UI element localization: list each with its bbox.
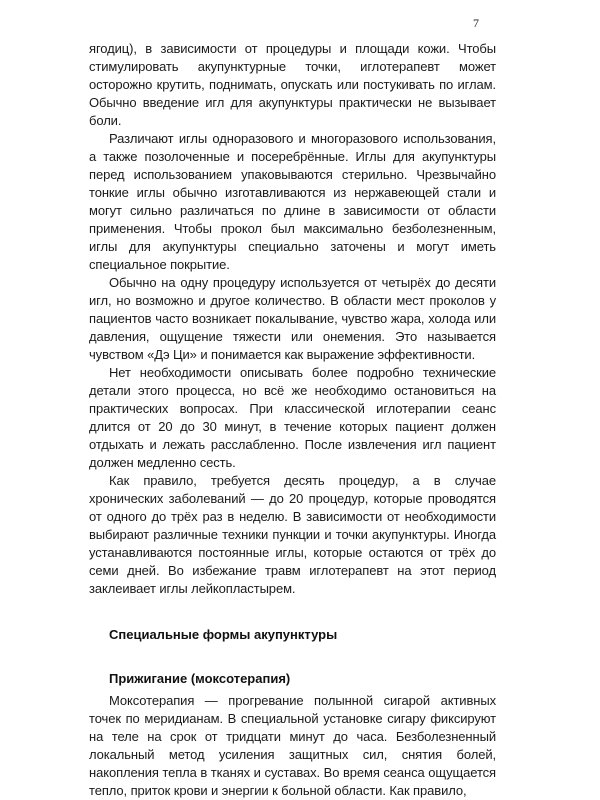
page-number: 7: [473, 16, 479, 30]
paragraph-procedure-count: Как правило, требуется десять процедур, а в случае хронических заболеваний — до 20 процедур, которые проводятся от одного до трёх раз в неделю. В зависимости от необходимости выбирают различные техники пункции и точки акупунктуры. Иногда устанавливаются постоянные иглы, которые остаются от трёх до семи дней. Во избежание травм иглотерапевт на этот период заклеивает иглы лейкопластырем.: [89, 473, 496, 596]
paragraph-session-details: Нет необходимости описывать более подробно технические детали этого процесса, но всё же необходимо остановиться на практических вопросах. При классической иглотерапии сеанс длится от 20 до 30 минут, в течение которых пациент должен отдыхать и лежать расслабленно. После извлечения игл пациент должен медленно сесть.: [89, 365, 496, 470]
paragraph-continued: ягодиц), в зависимости от процедуры и площади кожи. Чтобы стимулировать акупунктурные точки, иглотерапевт может осторожно крутить, поднимать, опускать или постукивать по иглам. Обычно введение игл для акупунктуры практически не вызывает боли.: [89, 41, 496, 128]
paragraph-needle-types: Различают иглы одноразового и многоразового использования, а также позолоченные и посеребрённые. Иглы для акупунктуры перед использованием упаковываются стерильно. Чрезвычайно тонкие иглы обычно изготавливаются из нержавеющей стали и могут сильно различаться по длине в зависимости от области применения. Чтобы прокол был максимально безболезненным, иглы для акупунктуры специально заточены и могут иметь специальное покрытие.: [89, 131, 496, 272]
section-heading: Специальные формы акупунктуры: [109, 627, 338, 642]
page-body: [89, 40, 496, 800]
paragraph-moxotherapy: Моксотерапия — прогревание полынной сигарой активных точек по меридианам. В специальной установке сигару фиксируют на теле на срок от тридцати минут до часа. Безболезненный локальный метод усиления защитных сил, снятия болей, накопления тепла в тканях и суставах. Во время сеанса ощущается тепло, приток крови и энергии к больной области. Как правило,: [89, 693, 496, 798]
paragraph-needle-count: Обычно на одну процедуру используется от четырёх до десяти игл, но возможно и другое количество. В области мест проколов у пациентов часто возникает покалывание, чувство жара, холода или давления, ощущение тяжести или онемения. Это называется чувством «Дэ Ци» и понимается как выражение эффективности.: [89, 275, 496, 362]
subsection-heading: Прижигание (моксотерапия): [109, 671, 291, 686]
